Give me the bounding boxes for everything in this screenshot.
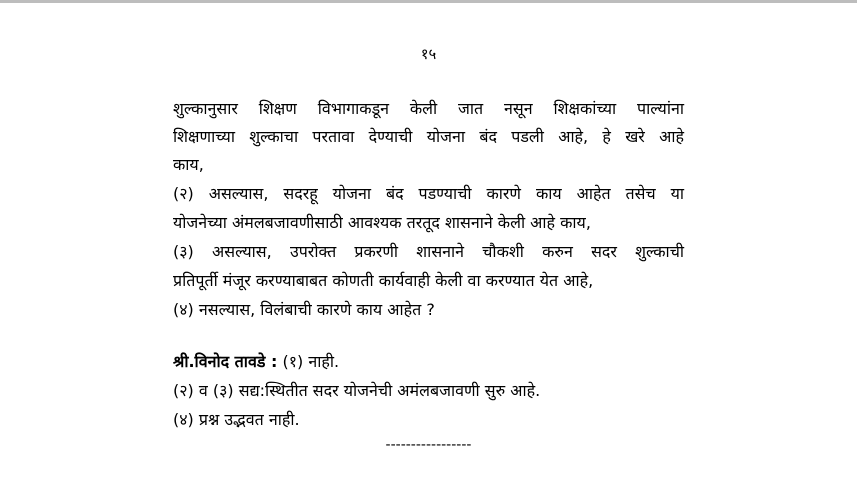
- question-line-5: योजनेच्या अंमलबजावणीसाठी आवश्यक तरतूद शासनाने केली आहे काय,: [173, 213, 591, 232]
- answer-first: (१) नाही.: [277, 352, 340, 371]
- answer-line-3: (४) प्रश्न उद्भवत नाही.: [173, 410, 300, 429]
- question-line-7: प्रतिपूर्ती मंजूर करण्याबाबत कोणती कार्यवाही केली वा करण्यात येत आहे,: [173, 271, 594, 290]
- answer-speaker: श्री.विनोद तावडे :: [173, 352, 278, 371]
- question-line-6: (३) असल्यास, उपरोक्त प्रकरणी शासनाने चौकशी करुन सदर शुल्काची: [173, 242, 684, 261]
- question-line-8: (४) नसल्यास, विलंबाची कारणे काय आहेत ?: [173, 300, 435, 319]
- question-line-2: शिक्षणाच्या शुल्काचा परतावा देण्याची योजना बंद पडली आहे, हे खरे आहे: [173, 127, 684, 146]
- question-line-4: (२) असल्यास, सदरहू योजना बंद पडण्याची कारणे काय आहेत तसेच या: [173, 184, 684, 203]
- answer-line-1: [173, 348, 684, 376]
- question-line-1: शुल्कानुसार शिक्षण विभागाकडून केली जात नसून शिक्षकांच्या पाल्यांना: [173, 99, 684, 118]
- answer-line-2: (२) व (३) सद्य:स्थितीत सदर योजनेची अमंलबजावणी सुरु आहे.: [173, 381, 541, 400]
- document-page: [0, 3, 857, 481]
- page-number: १५: [420, 45, 437, 63]
- question-line-3: काय,: [173, 155, 204, 174]
- end-marker: -----------------: [385, 437, 472, 453]
